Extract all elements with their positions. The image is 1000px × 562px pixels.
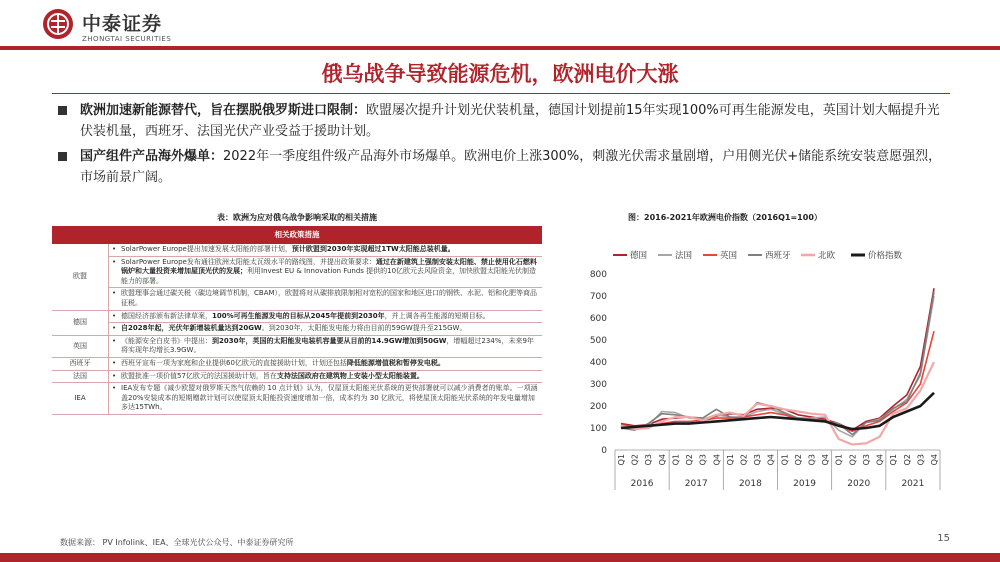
policy-text-bold: 降低能源增值税和暂停发电税。 [346, 358, 445, 367]
policy-text-pre: 《能源安全白皮书》中提出： [121, 336, 212, 345]
table-country-cell: 英国 [52, 335, 109, 357]
x-tick-label: Q1 [834, 454, 844, 466]
year-label: 2018 [738, 479, 762, 489]
x-tick-label: Q2 [848, 454, 858, 466]
year-label: 2021 [901, 479, 925, 489]
year-label: 2017 [684, 479, 708, 489]
legend-label: 英国 [720, 251, 738, 261]
table-row [52, 357, 542, 370]
table-policy-cell [109, 256, 543, 288]
x-tick-label: Q4 [821, 454, 831, 466]
year-label: 2016 [630, 479, 654, 489]
bullet-2 [58, 146, 948, 188]
table-policy-cell [109, 323, 543, 336]
policy-text-bold: 预计欧盟到2030年实现超过1TW太阳能总装机量。 [291, 245, 455, 253]
policy-table [52, 226, 542, 415]
legend-label: 北欧 [818, 251, 836, 261]
table-row [52, 370, 542, 383]
table-row [52, 256, 542, 288]
x-tick-label: Q4 [657, 454, 667, 466]
x-tick-label: Q2 [739, 454, 749, 466]
legend-label: 法国 [675, 251, 693, 261]
table-policy-cell [109, 383, 543, 415]
header-bar [0, 46, 1000, 50]
legend-label: 德国 [630, 251, 648, 261]
policy-text-bold: 100%可再生能源发电的目标从2045年提前到2030年 [212, 311, 385, 320]
table-policy-cell [109, 335, 543, 357]
table-country-cell: 欧盟 [52, 244, 109, 310]
logo-emblem-icon [42, 8, 74, 40]
policy-text-pre: SolarPower Europe提出加速发展太阳能的部署计划， [121, 245, 292, 253]
logo-name-en: ZHONGTAI SECURITIES [82, 35, 172, 43]
x-tick-label: Q4 [766, 454, 776, 466]
data-source: 数据来源： PV Infolink、IEA、全球光伏公众号、中泰证券研究所 [60, 538, 294, 547]
x-tick-label: Q4 [712, 454, 722, 466]
series-line-4 [621, 362, 934, 445]
policy-text-pre: 欧盟批准一项价值57亿欧元的法国援助计划，旨在 [121, 371, 277, 380]
table-country-cell: IEA [52, 383, 109, 415]
x-tick-label: Q1 [780, 454, 790, 466]
table-row [52, 335, 542, 357]
bullet-square-icon [58, 106, 67, 115]
y-tick-label: 200 [589, 402, 607, 412]
x-tick-label: Q4 [930, 454, 939, 466]
x-tick-label: Q1 [889, 454, 899, 466]
table-policy-cell [109, 357, 543, 370]
page-title: 俄乌战争导致能源危机，欧洲电价大涨 [321, 62, 679, 86]
x-tick-label: Q3 [644, 454, 654, 466]
y-tick-label: 500 [589, 336, 607, 346]
policy-text-post: ，并上调各再生能源的短期目标。 [384, 311, 490, 320]
chart-legend [613, 250, 903, 261]
x-tick-label: Q3 [861, 454, 871, 466]
page-number: 15 [937, 533, 950, 544]
x-axis [615, 450, 940, 490]
y-tick-label: 300 [589, 380, 607, 390]
bullet-2-lead: 国产组件产品海外爆单： [80, 149, 224, 164]
y-tick-label: 800 [589, 270, 607, 280]
policy-text-bold: 自2028年起，光伏年新增装机量达到20GW [121, 324, 262, 333]
table-policy-cell [109, 244, 543, 256]
policy-text-post: ，增幅超过234%，未来9年将实现年均增长3.9GW。 [121, 336, 534, 355]
bullet-1 [58, 100, 948, 142]
policy-text-post: 利用Invest EU & Innovation Funds 提供的10亿欧元去风险资金，加快欧盟太阳能光伏制造能力的部署。 [121, 267, 537, 285]
y-tick-label: 700 [589, 292, 607, 302]
y-tick-label: 400 [589, 358, 607, 368]
policy-text-pre: 西班牙宣布一项为家庭和企业提供60亿欧元的直接援助计划，计划还包括 [121, 358, 347, 367]
x-tick-label: Q2 [902, 454, 912, 466]
y-tick-label: 100 [589, 424, 607, 434]
bullet-2-text: 2022年一季度组件级产品海外市场爆单。欧洲电价上涨300%，刺激光伏需求量剧增，户用侧光伏+储能系统安装意愿强烈，市场前景广阔。 [80, 149, 942, 185]
table-policy-cell [109, 310, 543, 323]
policy-text-pre: 德国经济部颁布新法律草案， [121, 311, 212, 320]
chart-caption: 图：2016-2021年欧洲电价指数（2016Q1=100） [628, 213, 822, 222]
legend-label: 价格指数 [868, 251, 903, 261]
x-tick-label: Q2 [630, 454, 640, 466]
electricity-price-chart [575, 238, 950, 498]
year-label: 2020 [847, 479, 871, 489]
table-country-cell: 德国 [52, 310, 109, 335]
legend-label: 西班牙 [765, 251, 791, 261]
x-tick-label: Q2 [793, 454, 803, 466]
policy-text-pre: SolarPower Europe发布通往欧洲太阳能太瓦级水平的路线图，并提出政策要求： [121, 257, 376, 266]
logo-name-cn: 中泰证券 [82, 13, 163, 35]
x-tick-label: Q1 [725, 454, 735, 466]
bullet-1-text: 欧盟屡次提升计划光伏装机量，德国计划提前15年实现100%可再生能源发电，英国计划大幅提升光伏装机量，西班牙、法国光伏产业受益于援助计划。 [80, 103, 940, 139]
company-logo [42, 6, 202, 46]
footer-bar [0, 553, 1000, 562]
x-tick-label: Q4 [875, 454, 885, 466]
chart-series [621, 288, 934, 444]
table-country-cell: 法国 [52, 370, 109, 383]
table-caption: 表：欧洲为应对俄乌战争影响采取的相关措施 [217, 213, 377, 222]
table-header: 相关政策措施 [52, 226, 542, 244]
policy-text-post: 。到2030年，太阳能发电能力将由目前的59GW提升至215GW。 [261, 324, 467, 333]
policy-text-bold: 到2030年，英国的太阳能发电装机容量要从目前的14.9GW增加到50GW [212, 336, 447, 345]
policy-text-pre: IEA发布专题《减少欧盟对俄罗斯天然气依赖的 10 点计划》认为，仅屋顶太阳能光伏系统的更快部署就可以减少消费者的账单。一项涵盖20%安装成本的短期赠款计划可以使屋顶太阳能投资速度增加一倍，成本约为 30 亿欧元，将使屋顶太阳能光伏系统的年发电量增加多达15TWh。 [121, 384, 538, 412]
year-label: 2019 [793, 479, 817, 489]
table-policy-cell [109, 370, 543, 383]
policy-text-pre: 欧盟理事会通过碳关税（碳边境调节机制，CBAM），欧盟将对从碳排放限制相对宽松的国家和地区进口的钢铁、水泥、铝和化肥等商品征税。 [121, 289, 538, 307]
y-axis [590, 270, 607, 456]
x-tick-label: Q1 [617, 454, 626, 466]
y-tick-label: 0 [601, 446, 607, 456]
x-tick-label: Q3 [807, 454, 817, 466]
x-tick-label: Q3 [753, 454, 763, 466]
bullet-square-icon [58, 152, 67, 161]
table-row [52, 383, 542, 415]
table-row [52, 323, 542, 336]
x-tick-label: Q1 [671, 454, 681, 466]
policy-text-bold: 支持法国政府在建筑物上安装小型太阳能装置。 [276, 371, 424, 380]
table-row [52, 244, 542, 256]
x-tick-label: Q2 [685, 454, 695, 466]
bullet-1-lead: 欧洲加速新能源替代，旨在摆脱俄罗斯进口限制： [80, 103, 367, 118]
table-row [52, 288, 542, 310]
title-divider [52, 93, 950, 94]
table-policy-cell [109, 288, 543, 310]
y-tick-label: 600 [589, 314, 607, 324]
table-country-cell: 西班牙 [52, 357, 109, 370]
policy-text-bold: 通过在新建筑上强制安装太阳能、禁止使用化石燃料锅炉和大量投资来增加屋顶光伏的发展； [121, 257, 537, 276]
x-tick-label: Q3 [698, 454, 708, 466]
x-tick-label: Q3 [916, 454, 926, 466]
table-row [52, 310, 542, 323]
